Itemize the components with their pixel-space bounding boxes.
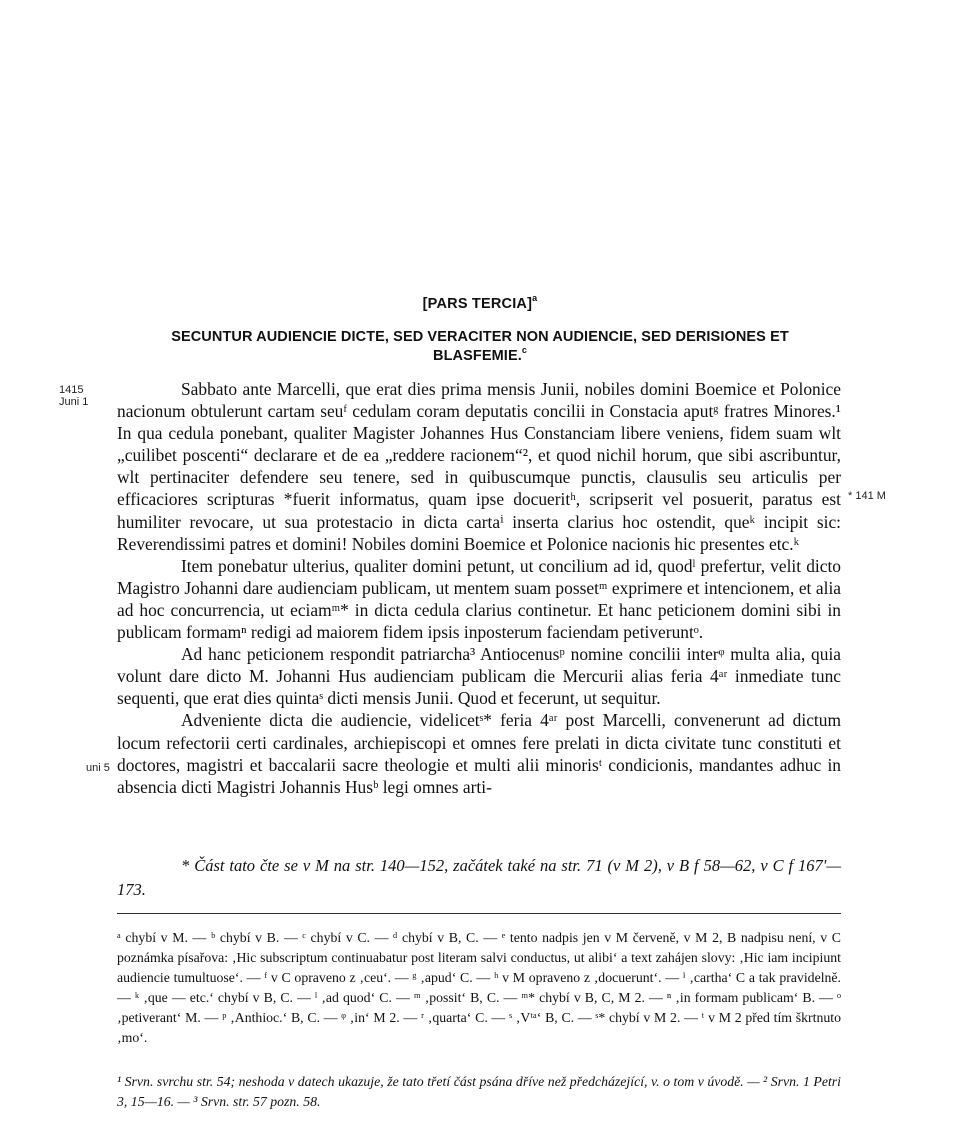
section-heading-note-mark: c <box>521 345 527 356</box>
footnote-divider <box>117 913 841 914</box>
part-title-text: [PARS TERCIA] <box>422 296 533 312</box>
margin-second-date: uni 5 <box>86 762 110 774</box>
margin-month: Juni 1 <box>59 396 89 408</box>
paragraph-3: Ad hanc peticionem respondit patriarcha³ Antiocenusᵖ nomine concilii interᵠ multa alia, quia volunt dare dicto M. Johanni Hus audienciam publicam die Mercurii alias feria 4ᵃʳ inmediate tunc sequenti, que erat dies quintaˢ dicti mensis Junii. Quod et fecerunt, ut sequitur. <box>117 644 841 709</box>
critical-apparatus: ᵃ chybí v M. — ᵇ chybí v B. — ᶜ chybí v C. — ᵈ chybí v B, C. — ᵉ tento nadpis jen v M červeně, v M 2, B nadpisu není, v C poznámka písařova: ‚Hic subscriptum continuabatur post literam salvi conductus, ut alibi‘ a text zahájen slovy: ‚Hic iam incipiunt audiencie tumultuose‘. — ᶠ v C opraveno z ‚ceu‘. — ᵍ ‚apud‘ C. — ʰ v M opraveno z ‚docuerunt‘. — ⁱ ‚cartha‘ C a tak pravidelně. — ᵏ ‚que — etc.‘ chybí v B, C. — ˡ ‚ad quod‘ C. — ᵐ ‚possit‘ B, C. — ᵐ* chybí v B, C, M 2. — ⁿ ‚in formam publicam‘ B. — ᵒ ‚petiverant‘ M. — ᵖ ‚Anthioc.‘ B, C. — ᵠ ‚in‘ M 2. — ʳ ‚quarta‘ C. — ˢ ‚Vᵗᵃ‘ B, C. — ˢ* chybí v M 2. — ᵗ v M 2 před tím škrtnuto ‚mo‘. <box>117 930 841 1045</box>
star-footnote: * Část tato čte se v M na str. 140—152, začátek také na str. 71 (v M 2), v B f 58—62, v C f 167'—173. <box>117 856 841 899</box>
section-heading <box>150 328 810 366</box>
part-title-note-mark: a <box>532 293 538 304</box>
margin-year: 1415 <box>59 384 84 396</box>
source-footnotes: ¹ Srvn. svrchu str. 54; neshoda v datech ukazuje, že tato třetí část psána dříve než předcházející, v. o tom v úvodě. — ² Srvn. 1 Petri 3, 15—16. — ³ Srvn. str. 57 pozn. 58. <box>117 1074 841 1109</box>
body-text <box>117 378 841 798</box>
paragraph-2: Item ponebatur ulterius, qualiter domini petunt, ut concilium ad id, quodˡ prefertur, velit dicto Magistro Johanni dare audienciam publicam, ut mentem suam possetᵐ exprimere et intencionem, et alia ad hoc concurrencia, ut eciamᵐ* in dicta cedula clarius continetur. Et hanc peticionem domini sibi in publicam formamⁿ redigi ad maiorem fidem ipsis inposterum faciendam petiveruntᵒ. <box>117 555 841 643</box>
section-heading-text: SECUNTUR AUDIENCIE DICTE, SED VERACITER NON AUDIENCIE, SED DERISIONES ET BLASFEMIE. <box>171 329 789 364</box>
part-title <box>0 293 960 312</box>
paragraph-4: Adveniente dicta die audiencie, videlicetˢ* feria 4ᵃʳ post Marcelli, convenerunt ad dictum locum refectorii certi cardinales, archiepiscopi et omnes fere prelati in dicta civitate tunc constituti et doctores, magistri et baccalarii sacre theologie et multi alii minorisᵗ condicionis, mandantes adhuc in absencia dicti Magistri Johannis Husᵇ legi omnes arti- <box>117 710 841 797</box>
paragraph-1: Sabbato ante Marcelli, que erat dies prima mensis Junii, nobiles domini Boemice et Polonice nacionum obtulerunt cartam seuᶠ cedulam coram deputatis concilii in Constacia aputᵍ fratres Minores.¹ In qua cedula ponebant, qualiter Magister Johannes Hus Constanciam libere veniens, fidem suam wlt „cuilibet poscenti“ declarare et de ea „reddere racionem“², et quod nichil horum, que sibi ascribuntur, wlt pertinaciter defendere seu tenere, sed in quibuscumque punctis, clausulis seu articulis per efficaciores scripturas *fuerit informatus, quam ipse docueritʰ, scripserit vel posuerit, paratus est humiliter revocare, ut sua protestacio in dicta cartaⁱ inserta clarius hoc ostendit, queᵏ incipit sic: Reverendissimi patres et domini! Nobiles domini Boemice et Polonice nacionis hic presentes etc.ᵏ <box>117 379 841 554</box>
margin-folio: * 141 M <box>848 490 886 502</box>
